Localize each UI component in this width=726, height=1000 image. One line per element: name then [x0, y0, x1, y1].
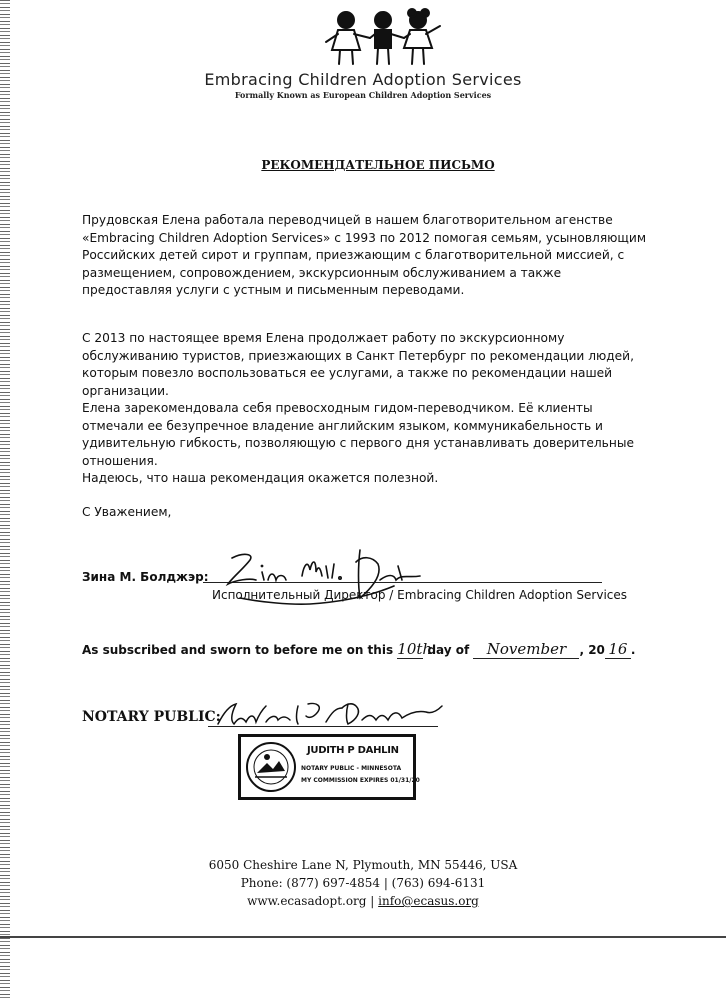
- stamp-notary-state: NOTARY PUBLIC - MINNESOTA: [301, 765, 402, 772]
- paragraph-current-work: С 2013 по настоящее время Елена продолжает работу по экскурсионному обслуживанию туристов, приезжающих в Санкт Петербург по рекомендации людей, которым повезло воспользоваться ее услугами, а также по рекомендации нашей организации.: [82, 331, 634, 398]
- notary-seal-icon: [245, 741, 297, 793]
- footer-address: 6050 Cheshire Lane N, Plymouth, MN 55446, USA: [208, 858, 518, 872]
- notary-label: NOTARY PUBLIC:: [82, 709, 221, 725]
- oath-month: November: [473, 640, 579, 659]
- page-bottom-rule: [0, 936, 726, 938]
- paragraph-regards: С Уважением,: [82, 505, 172, 519]
- handwritten-signature-icon: [210, 536, 430, 616]
- footer-website-link[interactable]: www.ecasadopt.org: [247, 894, 367, 908]
- footer-separator: |: [366, 894, 379, 908]
- footer-email-link[interactable]: info@ecasus.org: [378, 894, 479, 908]
- stamp-notary-name: JUDITH P DAHLIN: [307, 745, 399, 756]
- signatory-label: Зина М. Болджэр:: [82, 570, 209, 584]
- signatory-position: Исполнительный Директор / Embracing Children Adoption Services: [212, 588, 628, 602]
- stamp-commission-expiry: MY COMMISSION EXPIRES 01/31/20: [301, 777, 420, 784]
- oath-statement: [82, 640, 635, 659]
- organization-former-name: Formally Known as European Children Adoption Services: [234, 90, 492, 100]
- oath-text-before: As subscribed and sworn to before me on this: [82, 643, 394, 657]
- paragraph-employment: Прудовская Елена работала переводчицей в нашем благотворительном агенстве «Embracing Children Adoption Services» с 1993 по 2012 помогая семьям, усыновляющим Российских детей сирот и группам, приезжающим с благотворительной миссией, с размещением, сопровождением, экскурсионным обслуживанием а также предоставляя услуги с устным и письменным переводами.: [82, 213, 647, 298]
- children-logo-icon: [318, 8, 448, 66]
- oath-text-mid: day of: [427, 643, 470, 657]
- notary-signature-icon: [212, 696, 448, 732]
- oath-end: .: [630, 643, 636, 657]
- scan-margin-artifact: [0, 0, 10, 1000]
- organization-name: Embracing Children Adoption Services: [204, 70, 522, 89]
- letter-title: РЕКОМЕНДАТЕЛЬНОЕ ПИСЬМО: [261, 158, 495, 172]
- notary-stamp: [238, 734, 420, 800]
- oath-year-suffix: 16: [605, 640, 631, 659]
- paragraph-qualities: Елена зарекомендовала себя превосходным гидом-переводчиком. Её клиенты отмечали ее безупречное владение английским языком, коммуникабельность и удивительную гибкость, позволяющую с первого дня устанавливать доверительные отношения.: [82, 401, 634, 468]
- paragraph-closing: Надеюсь, что наша рекомендация окажется полезной.: [82, 471, 439, 485]
- footer-contacts: [0, 894, 726, 908]
- oath-year-prefix: , 20: [579, 643, 605, 657]
- footer-phone: Phone: (877) 697-4854 | (763) 694-6131: [240, 876, 486, 890]
- oath-day: 10th: [397, 640, 433, 658]
